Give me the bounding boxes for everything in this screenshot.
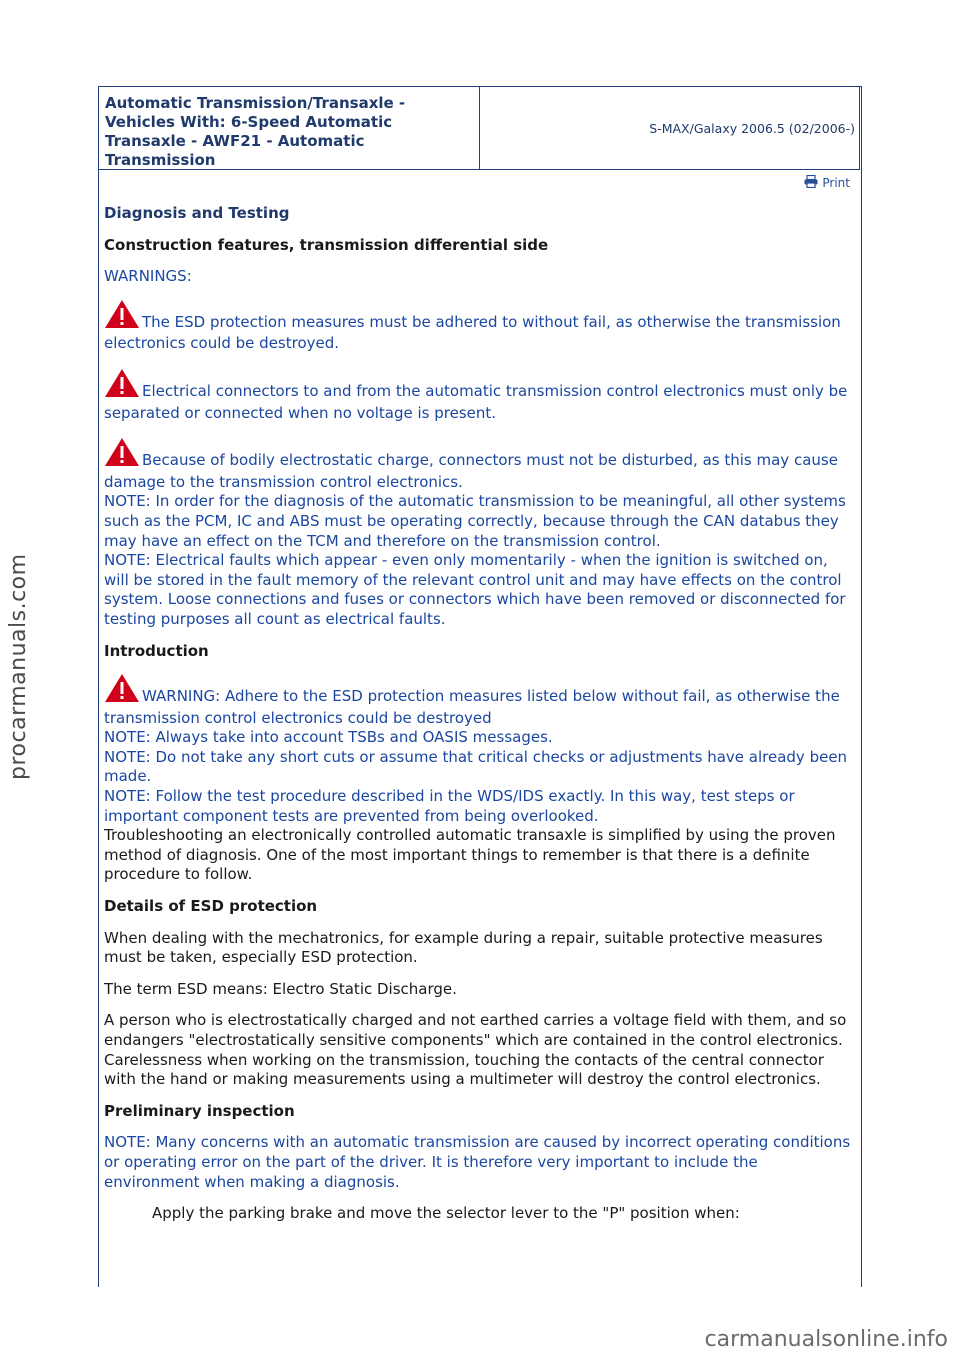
printer-icon (804, 175, 818, 191)
note-text: NOTE: Follow the test procedure described in the WDS/IDS exactly. In this way, test steps or important component tests are prevented from being overlooked. (104, 787, 795, 825)
warning-item (104, 368, 852, 423)
note-text: NOTE: In order for the diagnosis of the automatic transmission to be meaningful, all other systems such as the PCM, IC and ABS must be operating correctly, because through the CAN databus they may have an effect on the TCM and therefore on the transmission control. (104, 492, 846, 550)
warning-text: Electrical connectors to and from the automatic transmission control electronics must only be separated or connected when no voltage is present. (104, 381, 848, 422)
heading-construction: Construction features, transmission differential side (104, 235, 549, 254)
print-label: Print (822, 176, 850, 190)
vehicle-model: S-MAX/Galaxy 2006.5 (02/2006-) (649, 120, 855, 136)
intro-warning-text: WARNING: Adhere to the ESD protection measures listed below without fail, as otherwise the transmission control electronics could be destroyed (104, 687, 840, 727)
warning-text: The ESD protection measures must be adhered to without fail, as otherwise the transmission electronics could be destroyed. (104, 312, 841, 353)
document-title: Automatic Transmission/Transaxle - Vehicles With: 6-Speed Automatic Transaxle - AWF21 - Automatic Transmission (99, 87, 480, 169)
esd-paragraph: When dealing with the mechatronics, for example during a repair, suitable protective measures must be taken, especially ESD protection. (104, 928, 823, 967)
preliminary-note: NOTE: Many concerns with an automatic transmission are caused by incorrect operating conditions or operating error on the part of the driver. It is therefore very important to include the environment when making a diagnosis. (104, 1133, 851, 1191)
section-title: Diagnosis and Testing (104, 204, 290, 222)
print-link[interactable] (804, 175, 850, 191)
intro-warning (104, 673, 852, 728)
warning-triangle-icon (104, 673, 140, 709)
esd-paragraph: A person who is electrostatically charged and not earthed carries a voltage field with them, and so endangers "electrostatically sensitive components" which are contained in the control electronics. Carelessness when working on the transmission, touching the contacts of the central connector with the hand or making measurements using a multimeter will destroy the control electronics. (104, 1011, 847, 1089)
esd-paragraph: The term ESD means: Electro Static Discharge. (104, 979, 457, 998)
warning-triangle-icon (104, 299, 140, 335)
content-body (104, 204, 852, 1236)
heading-esd: Details of ESD protection (104, 897, 318, 916)
warning-triangle-icon (104, 437, 140, 473)
note-text: NOTE: Always take into account TSBs and OASIS messages. (104, 728, 553, 747)
document-header (98, 86, 860, 170)
preliminary-step: Apply the parking brake and move the selector lever to the "P" position when: (152, 1204, 740, 1223)
warnings-label: WARNINGS: (104, 267, 192, 286)
footer-watermark: carmanualsonline.info (704, 1327, 948, 1352)
note-text: NOTE: Do not take any short cuts or assume that critical checks or adjustments have already been made. (104, 747, 848, 786)
intro-paragraph: Troubleshooting an electronically controlled automatic transaxle is simplified by using the proven method of diagnosis. One of the most important things to remember is that there is a definite procedure to follow. (104, 826, 836, 884)
warning-text: Because of bodily electrostatic charge, connectors must not be disturbed, as this may cause damage to the transmission control electronics. (104, 451, 838, 491)
note-text: NOTE: Electrical faults which appear - even only momentarily - when the ignition is switched on, will be stored in the fault memory of the relevant control unit and may have effects on the control system. Loose connections and fuses or connectors which have been removed or disconnected for testing purposes all count as electrical faults. (104, 551, 846, 628)
warning-item (104, 299, 852, 354)
warning-item (104, 437, 852, 492)
heading-preliminary: Preliminary inspection (104, 1101, 295, 1120)
heading-introduction: Introduction (104, 641, 209, 660)
side-watermark: procarmanuals.com (6, 553, 31, 780)
warning-triangle-icon (104, 368, 140, 404)
